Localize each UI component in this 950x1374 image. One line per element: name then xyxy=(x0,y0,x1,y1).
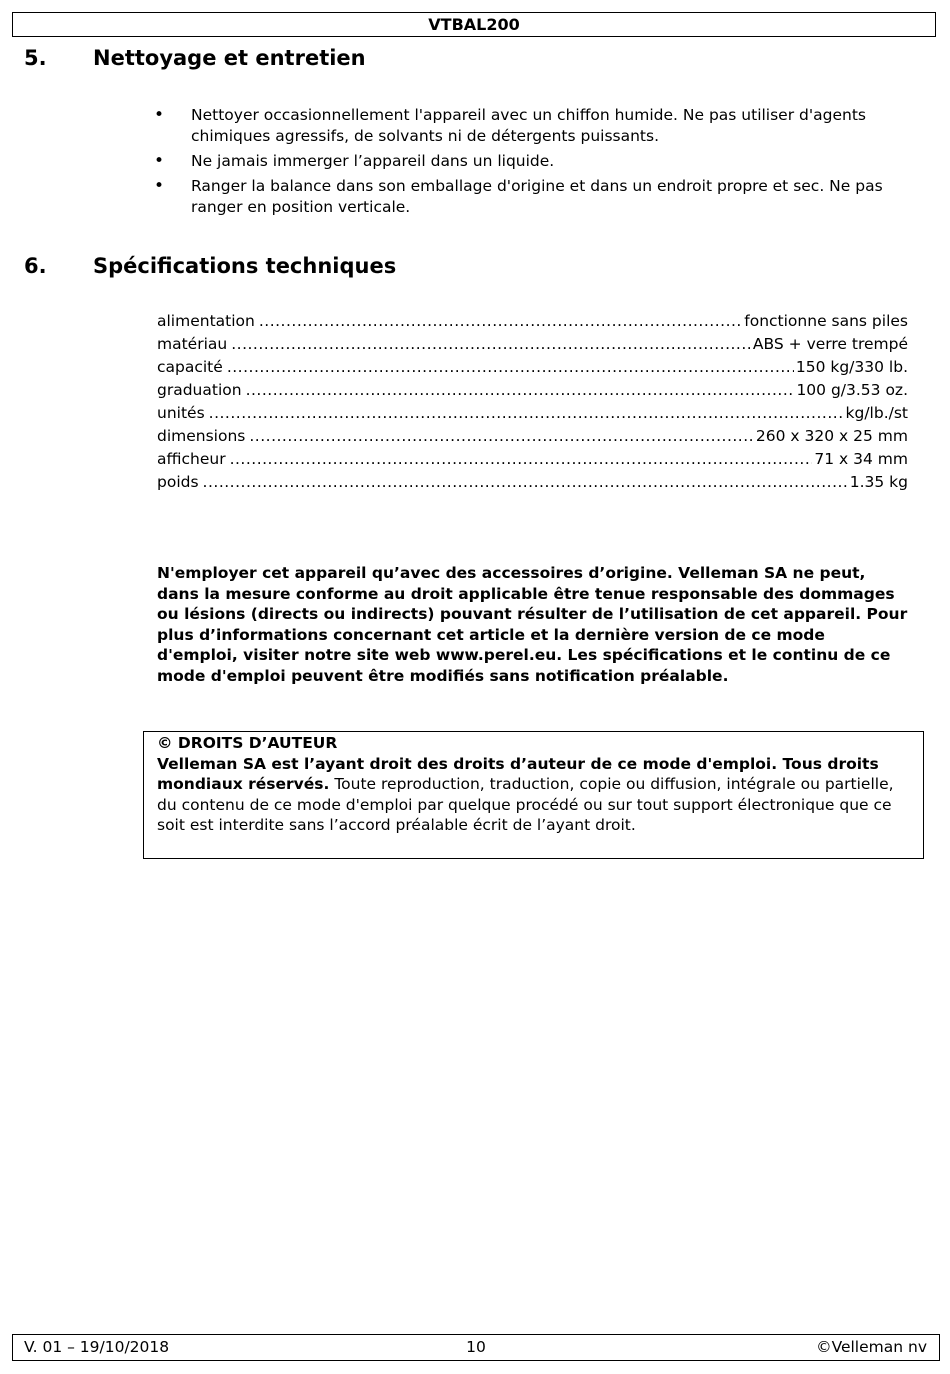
spec-label: dimensions xyxy=(157,427,246,445)
usage-notice: N'employer cet appareil qu’avec des accessoires d’origine. Velleman SA ne peut, dans la mesure conforme au droit applicable être tenue responsable des dommages ou lésions (directs ou indirects) pouvant résulter de l’utilisation de cet appareil. Pour plus d’informations concernant cet article et la dernière version de ce mode d'emploi, visiter notre site web www.perel.eu. Les spécifications et le continu de ce mode d'emploi peuvent être modifiés sans notification préalable. xyxy=(157,564,908,685)
spec-value: 1.35 kg xyxy=(849,473,908,491)
copyright-body: Toute reproduction, traduction, copie ou diffusion, intégrale ou partielle, du contenu de ce mode d'emploi par quelque procédé ou sur tout support électronique que ce soit est interdite sans l’accord préalable écrit de l’ayant droit. xyxy=(157,775,894,834)
spec-value: fonctionne sans piles xyxy=(744,312,908,330)
dot-leader xyxy=(227,356,794,379)
spec-row xyxy=(157,333,908,356)
dot-leader xyxy=(209,402,844,425)
section-6-number: 6. xyxy=(24,254,47,278)
spec-label: alimentation xyxy=(157,312,255,330)
copyright-lead: Velleman SA est l’ayant droit des droits d’auteur de ce mode d'emploi. Tous droits mondiaux réservés. xyxy=(157,754,879,793)
spec-row xyxy=(157,356,908,379)
list-item: • Ne jamais immerger l’appareil dans un liquide. xyxy=(154,151,555,171)
spec-label: afficheur xyxy=(157,450,226,468)
spec-label: matériau xyxy=(157,335,228,353)
dot-leader xyxy=(246,379,795,402)
dot-leader xyxy=(231,333,751,356)
specs-table xyxy=(157,310,908,494)
dot-leader xyxy=(203,471,848,494)
spec-row xyxy=(157,310,908,333)
section-5-number: 5. xyxy=(24,46,47,70)
spec-value: 71 x 34 mm xyxy=(814,450,908,468)
spec-row xyxy=(157,379,908,402)
spec-value: kg/lb./st xyxy=(845,404,908,422)
copyright-title: © DROITS D’AUTEUR xyxy=(157,734,338,752)
maintenance-list xyxy=(150,105,920,222)
copyright-box xyxy=(143,731,924,859)
bullet-icon: • xyxy=(154,105,165,125)
spec-value: 100 g/3.53 oz. xyxy=(796,381,908,399)
section-5-title: Nettoyage et entretien xyxy=(93,46,366,70)
spec-value: ABS + verre trempé xyxy=(752,335,908,353)
section-6-title: Spécifications techniques xyxy=(93,254,397,278)
spec-value: 260 x 320 x 25 mm xyxy=(755,427,908,445)
dot-leader xyxy=(249,425,754,448)
list-item: • Nettoyer occasionnellement l'appareil avec un chiffon humide. Ne pas utiliser d'agents chimiques agressifs, de solvants ni de détergents puissants. xyxy=(154,105,866,145)
footer-version: V. 01 – 19/10/2018 xyxy=(24,1338,170,1356)
copyright-text xyxy=(157,754,913,836)
dot-leader xyxy=(259,310,742,333)
spec-row xyxy=(157,402,908,425)
bullet-icon: • xyxy=(154,151,165,171)
list-item: • Ranger la balance dans son emballage d'origine et dans un endroit propre et sec. Ne pas ranger en position verticale. xyxy=(154,176,883,216)
spec-label: capacité xyxy=(157,358,223,376)
spec-row xyxy=(157,448,908,471)
spec-row xyxy=(157,471,908,494)
spec-value: 150 kg/330 lb. xyxy=(795,358,908,376)
section-6-heading xyxy=(24,254,396,278)
section-5-heading xyxy=(24,46,366,70)
page-header xyxy=(12,12,936,37)
spec-label: unités xyxy=(157,404,205,422)
footer-company: ©Velleman nv xyxy=(816,1338,927,1356)
spec-label: poids xyxy=(157,473,199,491)
footer-page-number: 10 xyxy=(466,1338,486,1356)
bullet-icon: • xyxy=(154,176,165,196)
spec-row xyxy=(157,425,908,448)
document-code: VTBAL200 xyxy=(428,15,520,34)
dot-leader xyxy=(230,448,813,471)
spec-label: graduation xyxy=(157,381,242,399)
page-footer xyxy=(12,1334,940,1361)
